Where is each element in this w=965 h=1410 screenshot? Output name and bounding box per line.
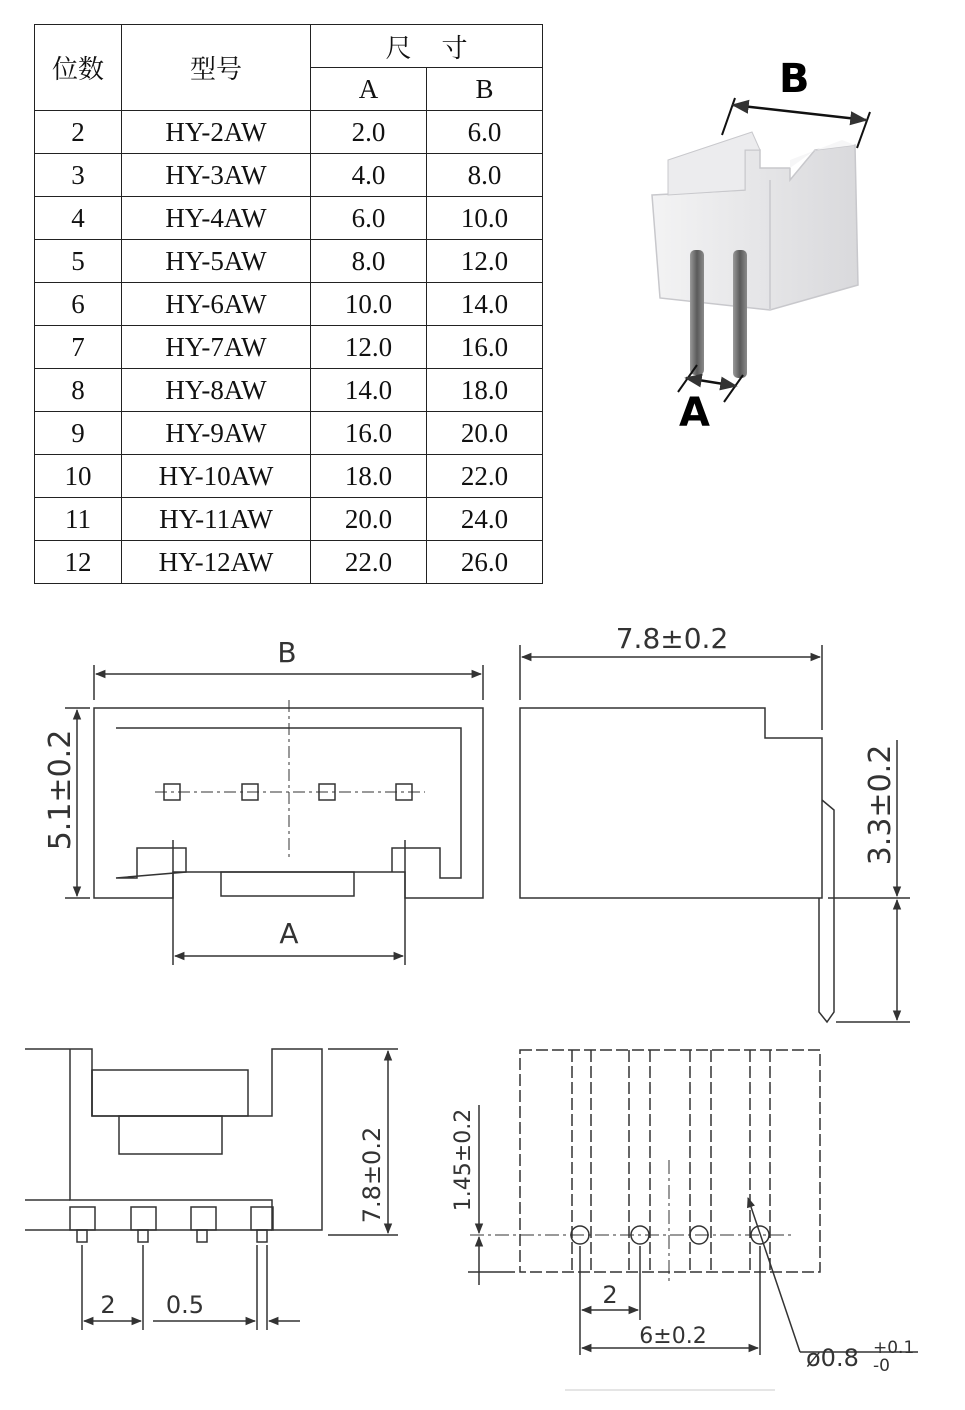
- cell-model: HY-4AW: [122, 197, 311, 240]
- pin-left: [690, 250, 704, 375]
- cell-model: HY-7AW: [122, 326, 311, 369]
- cell-model: HY-9AW: [122, 412, 311, 455]
- footprint-offset-label: 1.45±0.2: [451, 1108, 476, 1212]
- photo-label-b: B: [779, 56, 810, 102]
- cell-a: 16.0: [311, 412, 427, 455]
- bottom-view: [25, 1049, 398, 1330]
- footprint-hole-label: ø0.8: [806, 1344, 859, 1372]
- cell-pins: 4: [35, 197, 122, 240]
- cell-pins: 10: [35, 455, 122, 498]
- cell-b: 6.0: [427, 111, 543, 154]
- cell-a: 12.0: [311, 326, 427, 369]
- cell-b: 22.0: [427, 455, 543, 498]
- cell-b: 12.0: [427, 240, 543, 283]
- cell-b: 24.0: [427, 498, 543, 541]
- cell-a: 14.0: [311, 369, 427, 412]
- cell-a: 2.0: [311, 111, 427, 154]
- cell-pins: 5: [35, 240, 122, 283]
- side-depth-label: 7.8±0.2: [615, 622, 729, 655]
- cell-model: HY-10AW: [122, 455, 311, 498]
- cell-pins: 7: [35, 326, 122, 369]
- cell-a: 8.0: [311, 240, 427, 283]
- cell-pins: 11: [35, 498, 122, 541]
- footprint-pitch-label: 2: [602, 1281, 618, 1309]
- cell-b: 26.0: [427, 541, 543, 584]
- footprint-tol-minus: -0: [873, 1356, 890, 1376]
- front-height-label: 5.1±0.2: [43, 729, 78, 851]
- header-col-b: B: [427, 68, 543, 111]
- footprint-span-label: 6±0.2: [639, 1324, 707, 1349]
- connector-photo: [652, 98, 870, 402]
- cell-b: 8.0: [427, 154, 543, 197]
- cell-model: HY-5AW: [122, 240, 311, 283]
- cell-pins: 6: [35, 283, 122, 326]
- cell-a: 10.0: [311, 283, 427, 326]
- front-view: [65, 665, 483, 965]
- cell-a: 6.0: [311, 197, 427, 240]
- cell-a: 22.0: [311, 541, 427, 584]
- cell-model: HY-8AW: [122, 369, 311, 412]
- front-pitch-label: A: [279, 917, 299, 950]
- cell-pins: 3: [35, 154, 122, 197]
- footprint-tol-plus: +0.1: [873, 1338, 915, 1358]
- cell-b: 14.0: [427, 283, 543, 326]
- cell-pins: 12: [35, 541, 122, 584]
- bottom-pitch-label: 2: [100, 1291, 116, 1319]
- header-dimension: 尺寸: [311, 25, 543, 68]
- cell-pins: 2: [35, 111, 122, 154]
- side-view: [520, 645, 910, 1022]
- cell-model: HY-3AW: [122, 154, 311, 197]
- cell-model: HY-6AW: [122, 283, 311, 326]
- cell-model: HY-11AW: [122, 498, 311, 541]
- header-pins: 位数: [35, 25, 122, 111]
- header-model: 型号: [122, 25, 311, 111]
- front-width-label: B: [277, 636, 297, 669]
- photo-label-a: A: [679, 390, 710, 436]
- cell-pins: 8: [35, 369, 122, 412]
- pin-right: [733, 250, 747, 378]
- cell-a: 20.0: [311, 498, 427, 541]
- cell-pins: 9: [35, 412, 122, 455]
- cell-model: HY-12AW: [122, 541, 311, 584]
- bottom-depth-label: 7.8±0.2: [358, 1126, 386, 1224]
- cell-a: 18.0: [311, 455, 427, 498]
- side-pin-label: 3.3±0.2: [863, 744, 898, 866]
- bottom-pin-label: 0.5: [165, 1291, 205, 1319]
- cell-b: 18.0: [427, 369, 543, 412]
- cell-b: 16.0: [427, 326, 543, 369]
- cell-model: HY-2AW: [122, 111, 311, 154]
- cell-b: 20.0: [427, 412, 543, 455]
- cell-b: 10.0: [427, 197, 543, 240]
- header-col-a: A: [311, 68, 427, 111]
- cell-a: 4.0: [311, 154, 427, 197]
